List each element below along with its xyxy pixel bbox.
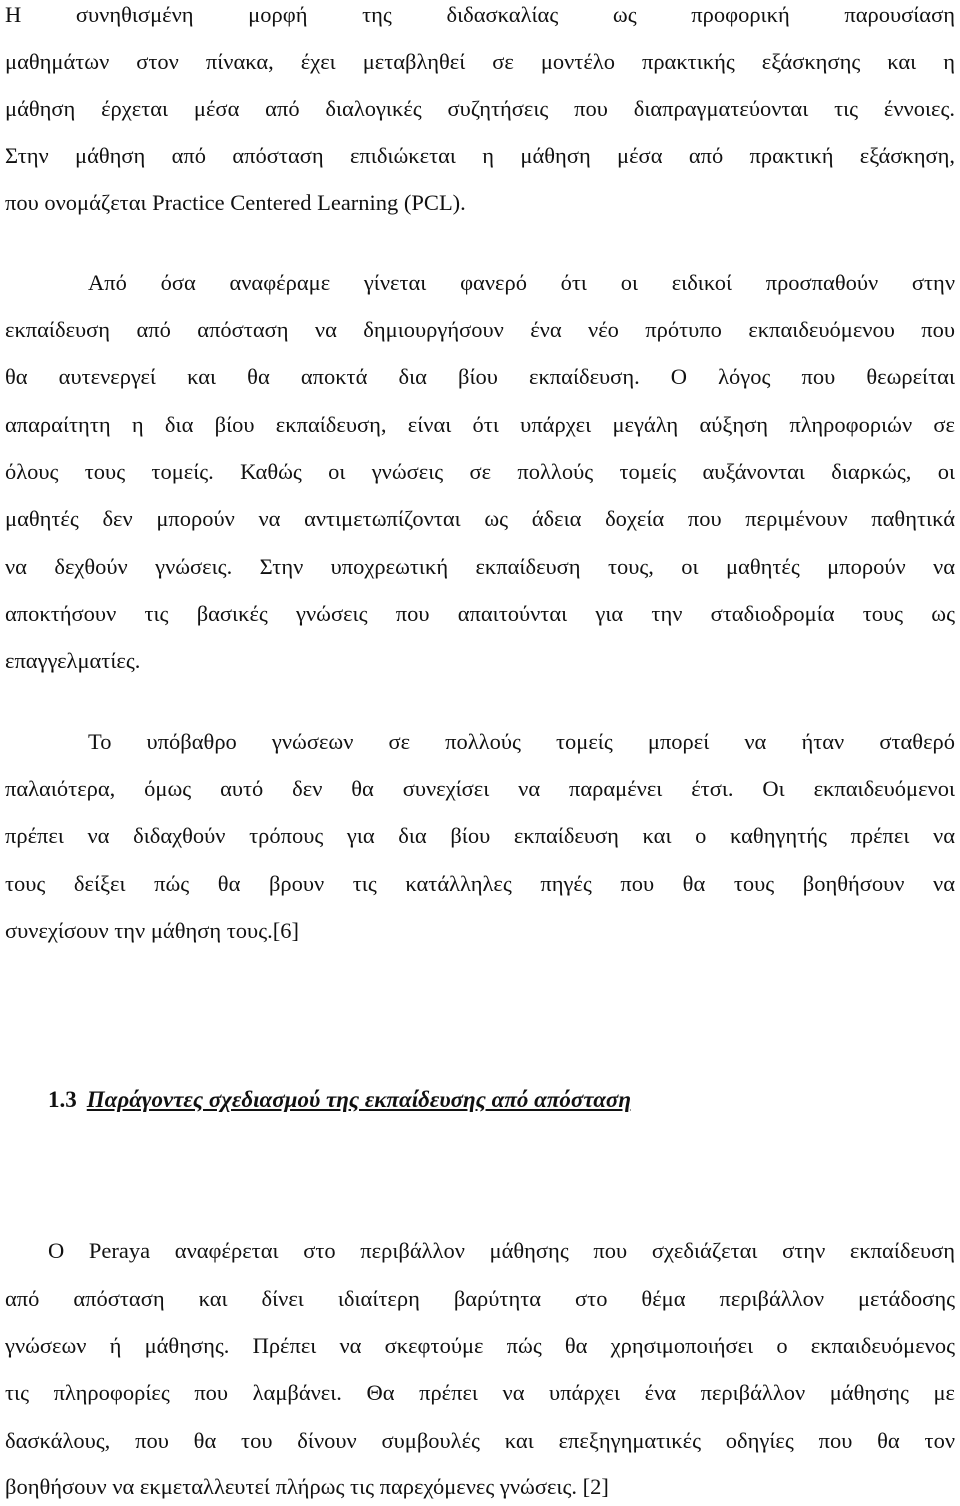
paragraph-line: συνεχίσουν την μάθηση τους.[6]: [5, 918, 299, 943]
paragraph-line: αποκτήσουν τις βασικές γνώσεις που απαιτούνται για την σταδιοδρομία τους ως: [5, 601, 955, 626]
paragraph-line: μαθητές δεν μπορούν να αντιμετωπίζονται ως άδεια δοχεία που περιμένουν παθητικά: [5, 506, 955, 531]
section-title: Παράγοντες σχεδιασμού της εκπαίδευσης από απόσταση: [86, 1087, 631, 1112]
paragraph-line: θα αυτενεργεί και θα αποκτά δια βίου εκπαίδευση. Ο λόγος που θεωρείται: [5, 364, 955, 389]
paragraph-line: εκπαίδευση από απόσταση να δημιουργήσουν ένα νέο πρότυπο εκπαιδευόμενου που: [5, 317, 955, 342]
paragraph-line: τις πληροφορίες που λαμβάνει. Θα πρέπει να υπάρχει ένα περιβάλλον μάθησης με: [5, 1380, 955, 1405]
paragraph-line: Ο Peraya αναφέρεται στο περιβάλλον μάθησης που σχεδιάζεται στην εκπαίδευση: [48, 1238, 955, 1263]
paragraph-line: που ονομάζεται Practice Centered Learning (PCL).: [5, 190, 466, 215]
paragraph-line: από απόσταση και δίνει ιδιαίτερη βαρύτητα στο θέμα περιβάλλον μετάδοσης: [5, 1286, 955, 1311]
paragraph-line: τους δείξει πώς θα βρουν τις κατάλληλες πηγές που θα τους βοηθήσουν να: [5, 871, 955, 896]
paragraph-line: να δεχθούν γνώσεις. Στην υποχρεωτική εκπαίδευση τους, οι μαθητές μπορούν να: [5, 554, 955, 579]
paragraph-line: απαραίτητη η δια βίου εκπαίδευση, είναι ότι υπάρχει μεγάλη αύξηση πληροφοριών σε: [5, 412, 955, 437]
paragraph-line: όλους τους τομείς. Καθώς οι γνώσεις σε πολλούς τομείς αυξάνονται διαρκώς, οι: [5, 459, 955, 484]
paragraph-line: μαθημάτων στον πίνακα, έχει μεταβληθεί σε μοντέλο πρακτικής εξάσκησης και η: [5, 49, 955, 74]
paragraph-line: Στην μάθηση από απόσταση επιδιώκεται η μάθηση μέσα από πρακτική εξάσκηση,: [5, 143, 955, 168]
paragraph-line: επαγγελματίες.: [5, 648, 141, 673]
paragraph-line: μάθηση έρχεται μέσα από διαλογικές συζητήσεις που διαπραγματεύονται τις έννοιες.: [5, 96, 955, 121]
paragraph-line: Η συνηθισμένη μορφή της διδασκαλίας ως προφορική παρουσίαση: [5, 2, 955, 27]
paragraph-line: βοηθήσουν να εκμεταλλευτεί πλήρως τις παρεχόμενες γνώσεις. [2]: [5, 1474, 609, 1499]
paragraph-line: Το υπόβαθρο γνώσεων σε πολλούς τομείς μπορεί να ήταν σταθερό: [88, 729, 955, 754]
paragraph-line: πρέπει να διδαχθούν τρόπους για δια βίου εκπαίδευση και ο καθηγητής πρέπει να: [5, 823, 955, 848]
paragraph-line: παλαιότερα, όμως αυτό δεν θα συνεχίσει να παραμένει έτσι. Οι εκπαιδευόμενοι: [5, 776, 955, 801]
paragraph-line: δασκάλους, που θα του δίνουν συμβουλές και επεξηγηματικές οδηγίες που θα τον: [5, 1428, 955, 1453]
paragraph-line: Από όσα αναφέραμε γίνεται φανερό ότι οι ειδικοί προσπαθούν στην: [88, 270, 955, 295]
section-heading: [48, 1084, 631, 1116]
paragraph-line: γνώσεων ή μάθησης. Πρέπει να σκεφτούμε πώς θα χρησιμοποιήσει ο εκπαιδευόμενος: [5, 1333, 955, 1358]
section-number: 1.3: [48, 1087, 77, 1112]
